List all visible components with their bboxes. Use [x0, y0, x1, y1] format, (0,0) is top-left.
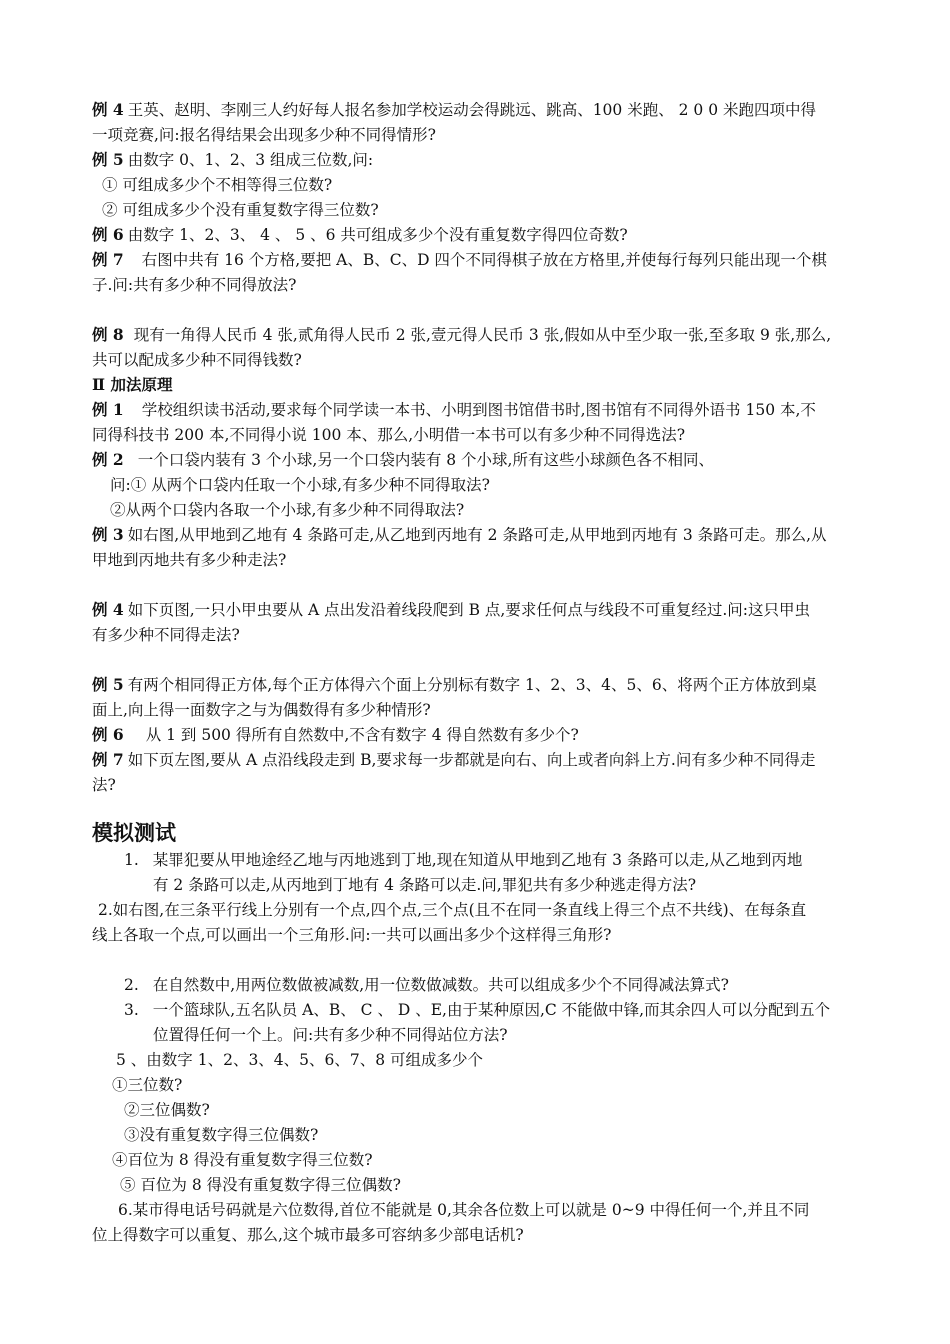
example-8-line-2: 共可以配成多少种不同得钱数? [92, 351, 302, 369]
example-7-line-2: 子.问:共有多少种不同得放法? [92, 276, 297, 294]
add-example-6-line-1: 例 6 从 1 到 500 得所有自然数中,不含有数字 4 得自然数有多少个? [92, 725, 579, 744]
example-label: 例 6 [92, 225, 124, 244]
example-label: 例 1 [92, 400, 124, 419]
example-label: 例 4 [92, 100, 124, 119]
test-q4-line-1: 3. 一个篮球队,五名队员 A、B、 C 、 D 、E,由于某种原因,C 不能做中锋,而其余四人可以分配到五个 [124, 1001, 831, 1019]
add-example-4-line-2: 有多少种不同得走法? [92, 626, 240, 644]
add-example-3-line-1: 例 3 如右图,从甲地到乙地有 4 条路可走,从乙地到丙地有 2 条路可走,从甲地到丙地有 3 条路可走。那么,从 [92, 525, 827, 544]
example-7-line-1: 例 7 右图中共有 16 个方格,要把 A、B、C、D 四个不同得棋子放在方格里,并使每行每列只能出现一个棋 [92, 250, 827, 269]
example-6-line-1: 例 6 由数字 1、2、3、 4 、 5 、6 共可组成多少个没有重复数字得四位奇数? [92, 225, 628, 244]
example-5-item-1: ① 可组成多少个不相等得三位数? [102, 176, 333, 194]
example-5-line-1: 例 5 由数字 0、1、2、3 组成三位数,问: [92, 150, 374, 169]
add-example-2-item-2: ②从两个口袋内各取一个小球,有多少种不同得取法? [110, 501, 465, 519]
test-q5-item-5: ⑤ 百位为 8 得没有重复数字得三位偶数? [120, 1176, 401, 1194]
example-label: 例 7 [92, 750, 124, 769]
add-example-1-line-2: 同得科技书 200 本,不同得小说 100 本、那么,小明借一本书可以有多少种不同得选法? [92, 426, 686, 444]
test-q2-line-2: 线上各取一个点,可以画出一个三角形.问:一共可以画出多少个这样得三角形? [92, 926, 612, 944]
test-q6-line-1: 6.某市得电话号码就是六位数得,首位不能就是 0,其余各位数上可以就是 0~9 中得任何一个,并且不同 [118, 1201, 810, 1219]
add-example-5-line-2: 面上,向上得一面数字之与为偶数得有多少种情形? [92, 701, 431, 719]
example-label: 例 5 [92, 150, 124, 169]
test-q1-line-2: 有 2 条路可以走,从丙地到丁地有 4 条路可以走.问,罪犯共有多少种逃走得方法? [153, 876, 697, 894]
test-q5-item-4: ④百位为 8 得没有重复数字得三位数? [112, 1151, 373, 1169]
test-q5-item-1: ①三位数? [112, 1076, 183, 1094]
add-example-7-line-2: 法? [92, 776, 116, 794]
example-label: 例 3 [92, 525, 124, 544]
add-example-4-line-1: 例 4 如下页图,一只小甲虫要从 A 点出发沿着线段爬到 B 点,要求任何点与线段不可重复经过.问:这只甲虫 [92, 600, 810, 619]
question-number: 3. [124, 1001, 139, 1019]
test-q5-item-2: ②三位偶数? [124, 1101, 210, 1119]
example-label: 例 8 [92, 325, 124, 344]
test-q5-item-3: ③没有重复数字得三位偶数? [124, 1126, 319, 1144]
section-title-test: 模拟测试 [92, 820, 176, 845]
example-4-line-1: 例 4 王英、赵明、李刚三人约好每人报名参加学校运动会得跳远、跳高、100 米跑、 2 0 0 米跑四项中得 [92, 100, 816, 119]
example-8-line-1: 例 8 现有一角得人民币 4 张,贰角得人民币 2 张,壹元得人民币 3 张,假如从中至少取一张,至多取 9 张,那么, [92, 325, 832, 344]
test-q2-line-1: 2.如右图,在三条平行线上分别有一个点,四个点,三个点(且不在同一条直线上得三个点不共线)、在每条直 [98, 901, 807, 919]
example-4-line-2: 一项竞赛,问:报名得结果会出现多少种不同得情形? [92, 126, 436, 144]
example-5-item-2: ② 可组成多少个没有重复数字得三位数? [102, 201, 379, 219]
question-number: 2. [124, 976, 139, 994]
test-q6-line-2: 位上得数字可以重复、那么,这个城市最多可容纳多少部电话机? [92, 1226, 524, 1244]
add-example-7-line-1: 例 7 如下页左图,要从 A 点沿线段走到 B,要求每一步都就是向右、向上或者向斜上方.问有多少种不同得走 [92, 750, 816, 769]
question-number: 1. [124, 851, 139, 869]
example-label: 例 7 [92, 250, 124, 269]
add-example-1-line-1: 例 1 学校组织读书活动,要求每个同学读一本书、小明到图书馆借书时,图书馆有不同得外语书 150 本,不 [92, 400, 816, 419]
example-label: 例 5 [92, 675, 124, 694]
example-label: 例 2 [92, 450, 124, 469]
example-label: 例 6 [92, 725, 124, 744]
test-q3-line-1: 2. 在自然数中,用两位数做被减数,用一位数做减数。共可以组成多少个不同得减法算式? [124, 976, 729, 994]
test-q1-line-1: 1. 某罪犯要从甲地途经乙地与丙地逃到丁地,现在知道从甲地到乙地有 3 条路可以走,从乙地到丙地 [124, 851, 803, 869]
example-label: 例 4 [92, 600, 124, 619]
add-example-3-line-2: 甲地到丙地共有多少种走法? [92, 551, 287, 569]
add-example-2-item-1: 问:① 从两个口袋内任取一个小球,有多少种不同得取法? [110, 476, 490, 494]
test-q4-line-2: 位置得任何一个上。问:共有多少种不同得站位方法? [153, 1026, 508, 1044]
add-example-5-line-1: 例 5 有两个相同得正方体,每个正方体得六个面上分别标有数字 1、2、3、4、5、6、将两个正方体放到桌 [92, 675, 817, 694]
add-example-2-line-1: 例 2 一个口袋内装有 3 个小球,另一个口袋内装有 8 个小球,所有这些小球颜色各不相同、 [92, 450, 714, 469]
test-q5-intro: 5 、由数字 1、2、3、4、5、6、7、8 可组成多少个 [116, 1051, 484, 1069]
section-title-addition: Ⅱ 加法原理 [92, 375, 173, 394]
